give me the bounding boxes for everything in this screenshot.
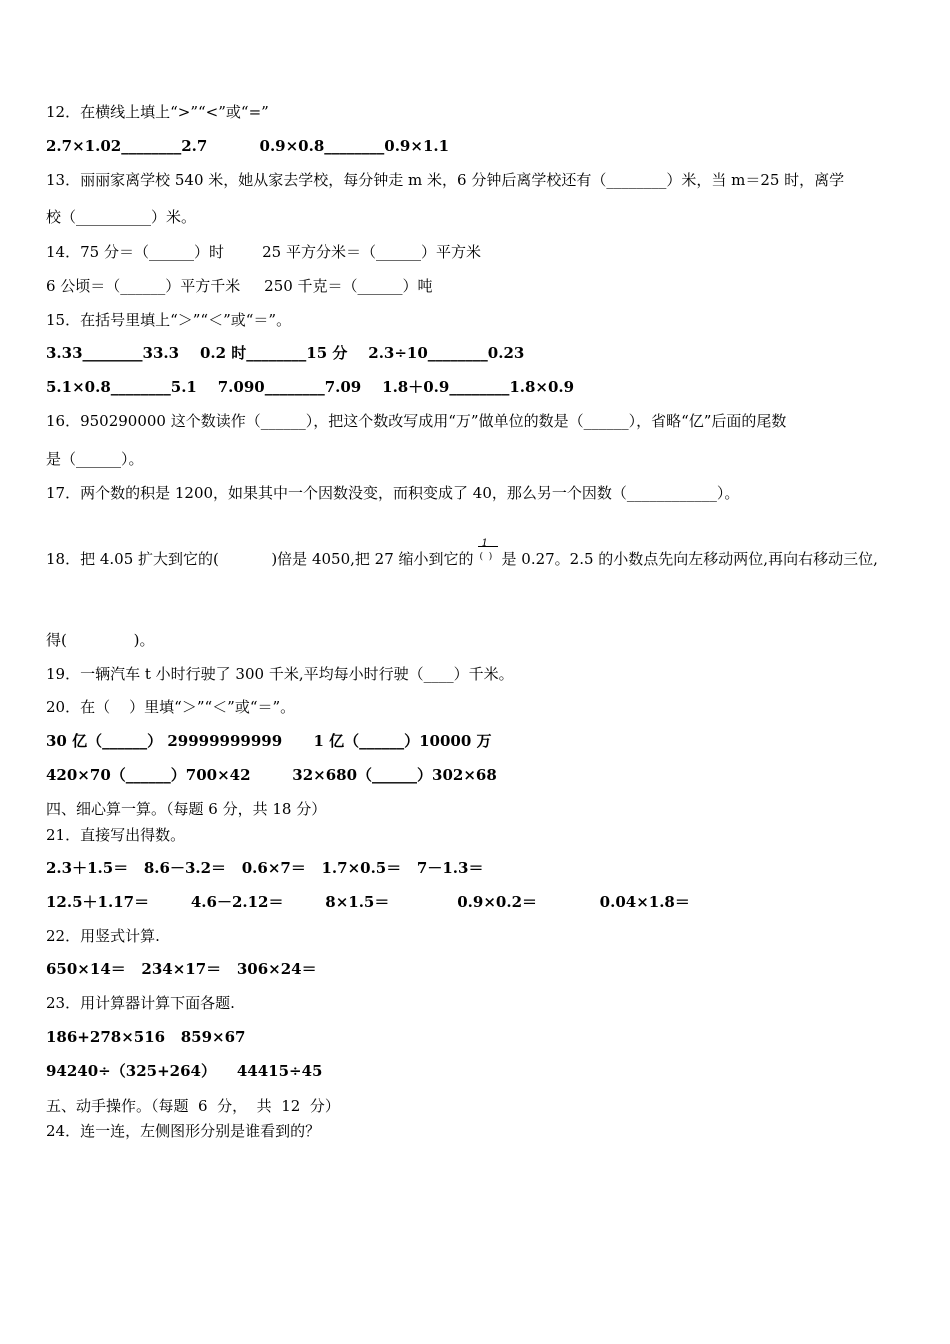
question-18-cont: 得( )。 — [46, 631, 155, 649]
question-20-row2: 420×70（______）700×42 32×680（______）302×68 — [46, 766, 497, 784]
question-20-row1: 30 亿（______） 29999999999 1 亿（______）10000 万 — [46, 732, 492, 750]
fraction-numerator: 1 — [481, 538, 488, 549]
question-15-row1: 3.33________33.3 0.2 时________15 分 2.3÷10________0.23 — [46, 344, 525, 362]
section-4-heading: 四、细心算一算。（每题 6 分，共 18 分） — [46, 800, 327, 818]
question-18 — [46, 538, 878, 570]
question-18-text-b: 是 0.27。2.5 的小数点先向左移动两位,再向右移动三位, — [501, 550, 878, 568]
question-16-cont: 是（______）。 — [46, 450, 144, 468]
question-18-text-a: 18．把 4.05 扩大到它的( )倍是 4050,把 27 缩小到它的 — [46, 550, 474, 568]
question-23: 23．用计算器计算下面各题. — [46, 994, 235, 1012]
section-5-heading: 五、动手操作。（每题 6 分， 共 12 分） — [46, 1097, 340, 1115]
question-24: 24．连一连，左侧图形分别是谁看到的？ — [46, 1122, 321, 1140]
question-17: 17．两个数的积是 1200，如果其中一个因数没变，而积变成了 40，那么另一个因数（____________）。 — [46, 484, 740, 502]
question-14-cont: 6 公顷＝（______）平方千米 250 千克＝（______）吨 — [46, 277, 433, 295]
question-15-row2: 5.1×0.8________5.1 7.090________7.09 1.8＋0.9________1.8×0.9 — [46, 378, 575, 396]
question-14: 14．75 分＝（______）时 25 平方分米＝（______）平方米 — [46, 243, 481, 261]
question-13: 13．丽丽家离学校 540 米，她从家去学校，每分钟走 m 米，6 分钟后离学校还有（________）米，当 m＝25 时，离学 — [46, 171, 845, 189]
question-20: 20．在（ ）里填“＞”“＜”或“＝”。 — [46, 698, 296, 716]
question-12: 12．在横线上填上“>”“<”或“=” — [46, 103, 269, 121]
question-13-cont: 校（__________）米。 — [46, 208, 197, 226]
question-15: 15．在括号里填上“＞”“＜”或“＝”。 — [46, 311, 292, 329]
fraction-denominator: ( ) — [479, 552, 493, 562]
fraction-blank — [478, 538, 498, 570]
question-12-items: 2.7×1.02________2.7 0.9×0.8________0.9×1.1 — [46, 137, 450, 155]
question-23-row1: 186+278×516 859×67 — [46, 1028, 246, 1046]
question-19: 19．一辆汽车 t 小时行驶了 300 千米,平均每小时行驶（____）千米。 — [46, 665, 514, 683]
question-21-row2: 12.5＋1.17＝ 4.6－2.12＝ 8×1.5＝ 0.9×0.2＝ 0.04×1.8＝ — [46, 893, 690, 911]
question-23-row2: 94240÷（325+264） 44415÷45 — [46, 1062, 323, 1080]
question-16: 16．950290000 这个数读作（______），把这个数改写成用“万”做单位的数是（______），省略“亿”后面的尾数 — [46, 412, 787, 430]
question-21-row1: 2.3＋1.5＝ 8.6－3.2＝ 0.6×7＝ 1.7×0.5＝ 7－1.3＝ — [46, 859, 484, 877]
question-22: 22．用竖式计算. — [46, 927, 160, 945]
question-22-items: 650×14＝ 234×17＝ 306×24＝ — [46, 960, 317, 978]
question-21: 21．直接写出得数。 — [46, 826, 186, 844]
